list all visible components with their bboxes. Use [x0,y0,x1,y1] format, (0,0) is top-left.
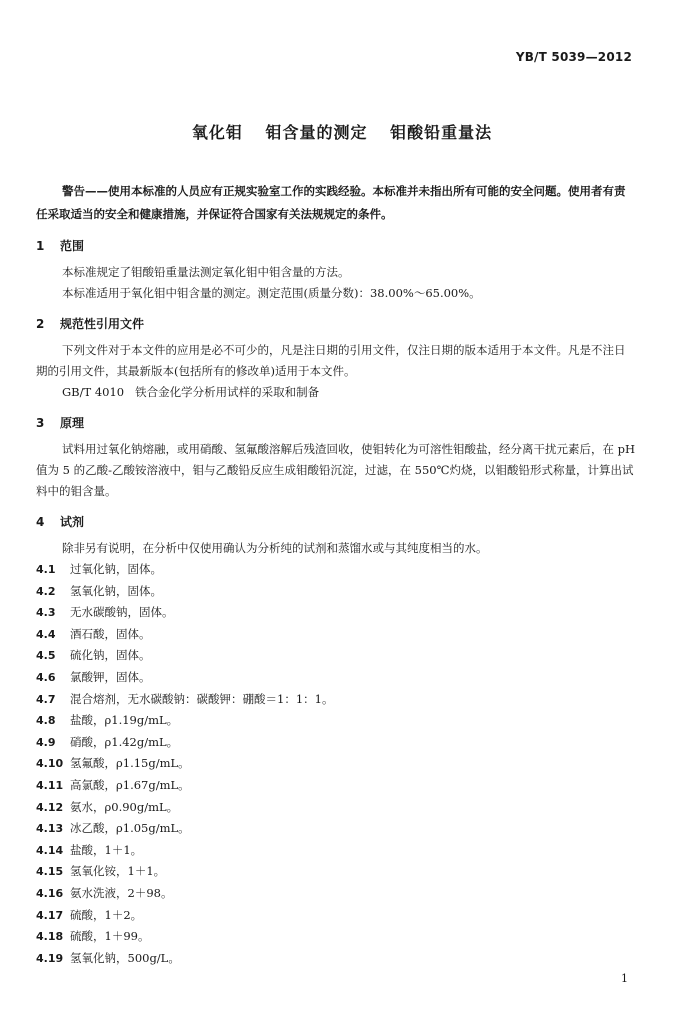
reagent-text: 硫酸，1＋99。 [70,929,150,944]
section-title: 试剂 [60,515,85,529]
reagent-text: 混合熔剂，无水碳酸钠：碳酸钾：硼酸＝1：1：1。 [70,691,334,706]
reagents-intro: 除非另有说明，在分析中仅使用确认为分析纯的试剂和蒸馏水或与其纯度相当的水。 [62,541,488,555]
reagent-number: 4.16 [36,886,64,900]
page-number: 1 [621,972,628,985]
reagent-text: 氨水洗液，2＋98。 [70,885,173,900]
reagent-item [36,602,636,624]
document-title [0,120,684,143]
reagent-number: 4.14 [36,843,64,857]
reagent-item [36,753,636,775]
reagent-text: 硝酸，ρ1.42g/mL。 [70,734,179,749]
reagent-number: 4.5 [36,649,56,663]
reagent-text: 氢氧化钠，固体。 [70,583,162,598]
warning-paragraph: 警告——使用本标准的人员应有正规实验室工作的实践经验。本标准并未指出所有可能的安全问题。使用者有责任采取适当的安全和健康措施，并保证符合国家有关法规规定的条件。 [36,184,626,221]
reagent-item [36,948,636,970]
reagent-item [36,861,636,883]
reagent-item [36,905,636,927]
reagent-text: 硫酸，1＋2。 [70,907,143,922]
reagent-number: 4.12 [36,800,64,814]
reagent-list [36,559,636,969]
reagent-item [36,926,636,948]
reference-code: GB/T 4010 [62,385,125,399]
reagent-number: 4.7 [36,692,56,706]
reagent-text: 氢氧化铵，1＋1。 [70,864,166,879]
reagent-item [36,581,636,603]
reagent-text: 盐酸，1＋1。 [70,842,143,857]
section-number: 4 [36,515,45,529]
reagent-text: 过氧化钠，固体。 [70,562,162,576]
reagent-item [36,689,636,711]
reagent-item [36,645,636,667]
section-number: 2 [36,317,45,331]
document-body [36,180,636,969]
section-heading-scope [36,238,636,254]
section-number: 1 [36,239,45,253]
reagent-item [36,710,636,732]
title-part-3: 钼酸铅重量法 [390,123,493,142]
reagent-number: 4.8 [36,714,56,728]
reagent-item [36,559,636,581]
section-title: 规范性引用文件 [60,317,145,331]
reagent-number: 4.10 [36,757,64,771]
principle-paragraph: 试料用过氧化钠熔融，或用硝酸、氢氟酸溶解后残渣回收，使钼转化为可溶性钼酸盐，经分离干扰元素后，在 pH 值为 5 的乙酸-乙酸铵溶液中，钼与乙酸铅反应生成钼酸铅沉淀，过滤，在 550℃灼烧，以钼酸铅形式称量，计算出试料中的钼含量。 [36,442,636,498]
reagent-number: 4.9 [36,735,56,749]
reagent-number: 4.19 [36,951,64,965]
reagent-item [36,775,636,797]
reagent-item [36,818,636,840]
reagent-number: 4.18 [36,930,64,944]
reagent-text: 酒石酸，固体。 [70,626,151,641]
reference-title: 铁合金化学分析用试样的采取和制备 [135,385,320,399]
reference-entry [36,382,636,403]
reagent-item [36,667,636,689]
reagent-text: 无水碳酸钠，固体。 [70,605,174,620]
reagent-item [36,883,636,905]
reagent-item [36,732,636,754]
reagent-text: 盐酸，ρ1.19g/mL。 [70,713,179,728]
section-number: 3 [36,416,45,430]
reagent-number: 4.6 [36,670,56,684]
scope-paragraph-1: 本标准规定了钼酸铅重量法测定氧化钼中钼含量的方法。 [62,265,350,279]
reagent-text: 氯酸钾，固体。 [70,669,151,684]
title-part-2: 钼含量的测定 [265,123,368,142]
section-title: 范围 [60,239,85,253]
section-heading-references [36,316,636,332]
reagent-text: 高氯酸，ρ1.67g/mL。 [70,777,190,792]
reagent-number: 4.17 [36,908,64,922]
reagent-text: 氨水，ρ0.90g/mL。 [70,799,179,814]
reagent-item [36,624,636,646]
reagent-number: 4.11 [36,778,64,792]
reagent-item [36,840,636,862]
reagent-number: 4.1 [36,563,56,576]
reagent-text: 冰乙酸，ρ1.05g/mL。 [70,821,190,836]
section-heading-principle [36,415,636,431]
reagent-number: 4.15 [36,865,64,879]
title-part-1: 氧化钼 [191,123,243,142]
reagent-item [36,797,636,819]
reagent-number: 4.13 [36,822,64,836]
scope-paragraph-2: 本标准适用于氧化钼中钼含量的测定。测定范围(质量分数)：38.00%～65.00%。 [62,286,481,300]
standard-number: YB/T 5039—2012 [515,50,632,64]
reagent-text: 硫化钠，固体。 [70,648,151,663]
section-heading-reagents [36,514,636,530]
reagent-number: 4.3 [36,606,56,620]
reagent-text: 氢氧化钠，500g/L。 [70,950,180,965]
references-paragraph: 下列文件对于本文件的应用是必不可少的，凡是注日期的引用文件，仅注日期的版本适用于本文件。凡是不注日期的引用文件，其最新版本(包括所有的修改单)适用于本文件。 [36,343,626,378]
reagent-text: 氢氟酸，ρ1.15g/mL。 [70,756,190,771]
reagent-number: 4.2 [36,584,56,598]
section-title: 原理 [60,416,85,430]
reagent-number: 4.4 [36,627,56,641]
